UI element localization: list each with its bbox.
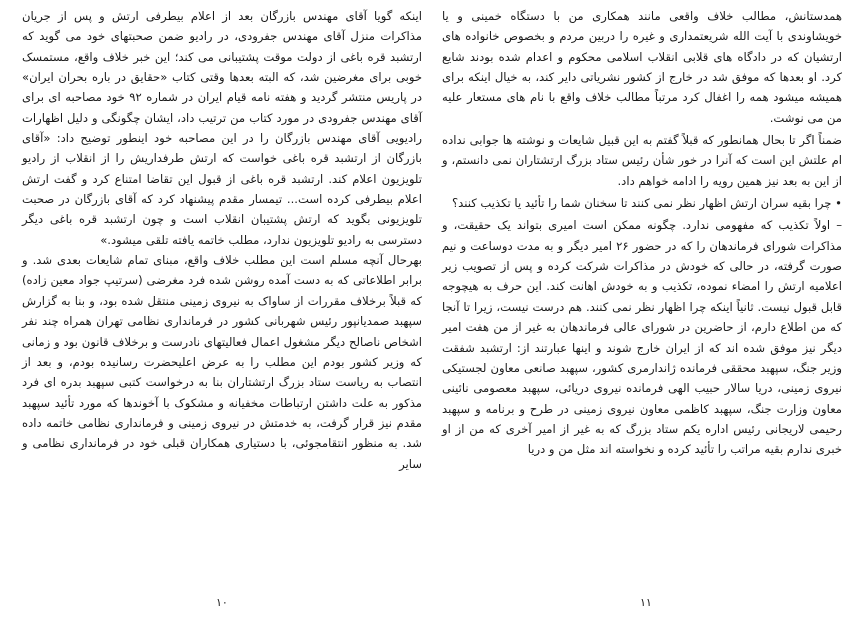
right-paragraph-1: همدستانش، مطالب خلاف واقعی مانند همکاری من با دستگاه خمینی و یا خویشاوندی با آیت الله شریعتمداری و غیره را دربین مردم و بخصوص خانواده های ارتشیان که در دادگاه های قلابی انقلاب اسلامی محکوم و اعدام شده بودند شایع کرد. او بعدها که موفق شد در خارج از کشور نشریاتی دایر کند، به خیال اینکه برای همیشه میشود همه را اغفال کرد مرتباً مطالب خلاف واقع با نام های مستعار علیه من می نوشت. <box>442 9 842 125</box>
right-page-text <box>442 6 842 460</box>
right-answer: – اولاً تکذیب که مفهومی ندارد. چگونه ممکن است امیری بتواند یک حقیقت، و مذاکرات شورای فرماندهان را که در حضور ۲۶ امیر دیگر و به مدت دوساعت و نیم صورت گرفته، در حالی که خودش در مذاکرات شرکت کرده و پس از تصویب زیر اعلامیه ارتش را امضاء نموده، تکذیب و به خودش اهانت کند. این حرف به هیچوجه قابل قبول نیست. ثانیاً اینکه چرا اظهار نظر نمی کنند. هم درست نیست، زیرا تا آنجا که من اطلاع دارم، از حاضرین در شورای عالی فرماندهان به غیر از من هفت امیر دیگر نیز موفق شده اند که از ایران خارج شوند و اینها عبارتند از: ارتشبد شفقت وزیر جنگ، سپهبد محققی فرمانده ژاندارمری کشور، سپهبد صانعی معاون لجستیکی نیروی زمینی، دریا سالار حبیب الهی فرمانده نیروی دریائی، سپهبد معصومی نائینی معاون وزارت جنگ، سپهبد کاظمی معاون نیروی زمینی در طرح و برنامه و سپهبد رحیمی لاریجانی رئیس اداره یکم ستاد بزرگ که به غیر از امیر آخری که من از او خبری ندارم بقیه مراتب را تأئید کرده و نخواسته اند مثل من و دریا <box>442 218 842 457</box>
right-question: • چرا بقیه سران ارتش اظهار نظر نمی کنند تا سخنان شما را تأئید یا تکذیب کنند؟ <box>451 196 842 211</box>
left-paragraph-1: اینکه گویا آقای مهندس بازرگان بعد از اعلام بیطرفی ارتش و پس از جریان مذاکرات منزل آقای مهندس جفرودی، در رادیو ضمن صحبتهای خود می گوید که ارتشبد قره باغی از دولت موقت پشتیبانی می کند؛ این خبر خلاف واقع، مستمسک خوبی برای مغرضین شد، که البته بعدها وقتی کتاب «حقایق در باره بحران ایران» در پاریس منتشر گردید و هفته نامه قیام ایران در شماره ۹۲ خود مصاحبه ای برای آقای مهندس جفرودی در مورد کتاب من ترتیب داد، ایشان چگونگی و دلیل اظهارات رادیویی آقای مهندس بازرگان را در این مصاحبه خود اینطور توضیح داد: «آقای بازرگان از ارتشبد قره باغی خواست که ارتش طرفداریش را از انقلاب از رادیو تلویزیون اعلام کند. ارتشبد قره باغی از قبول این تقاضا امتناع کرد و گفت ارتش اعلام بیطرفی کرده است... تیمسار مقدم پیشنهاد کرد که آقای بازرگان در صحبت تلویزیونی بگوید که ارتش پشتیبان انقلاب است و چون ارتشبد قره باغی دیگر دسترسی به رادیو تلویزیون ندارد، مطلب خاتمه یافته تلقی میشود.» <box>22 9 422 247</box>
left-page-text <box>22 6 422 474</box>
left-page-number: ۱۰ <box>216 596 228 609</box>
left-paragraph-2: بهرحال آنچه مسلم است این مطلب خلاف واقع، مبنای تمام شایعات بعدی شد. و برابر اطلاعاتی که به دست آمده روشن شده فرد مغرضی (سرتیپ جواد معین زاده) که قبلاً برخلاف مقررات از ساواک به نیروی زمینی منتقل شده بود، و بنا به گزارش سپهبد صمدیانپور رئیس شهربانی کشور در فرمانداری نظامی تهران همراه چند نفر اشخاص ناصالح دیگر مشغول اعمال فعالیتهای نادرست و برخلاف قانون بود و زمانی که وزیر کشور بودم این مطلب را به عرض اعلیحضرت رسانیده بودم، و بعد از انتصاب به ریاست ستاد بزرگ ارتشتاران بنا به درخواست کتبی سپهبد بدره ای فرد مذکور به علت داشتن ارتباطات مخفیانه و مشکوک با آخوندها که مورد تأئید سپهبد مقدم نیز قرار گرفت، به خدمتش در نیروی زمینی و فرمانداری نظامی خاتمه داده شد. به منظور انتقامجوئی، با دستیاری همکاران قبلی خود در فرمانداری نظامی و سایر <box>22 253 422 471</box>
right-paragraph-2: ضمناً اگر تا بحال همانطور که قبلاً گفتم به این قبیل شایعات و نوشته ها جوابی نداده ام علتش این است که آنرا در خور شأن رئیس ستاد بزرگ ارتشتاران نمی دانستم، و از این به بعد نیز همین رویه را ادامه خواهم داد. <box>442 133 842 188</box>
right-page-number: ۱۱ <box>640 596 652 609</box>
